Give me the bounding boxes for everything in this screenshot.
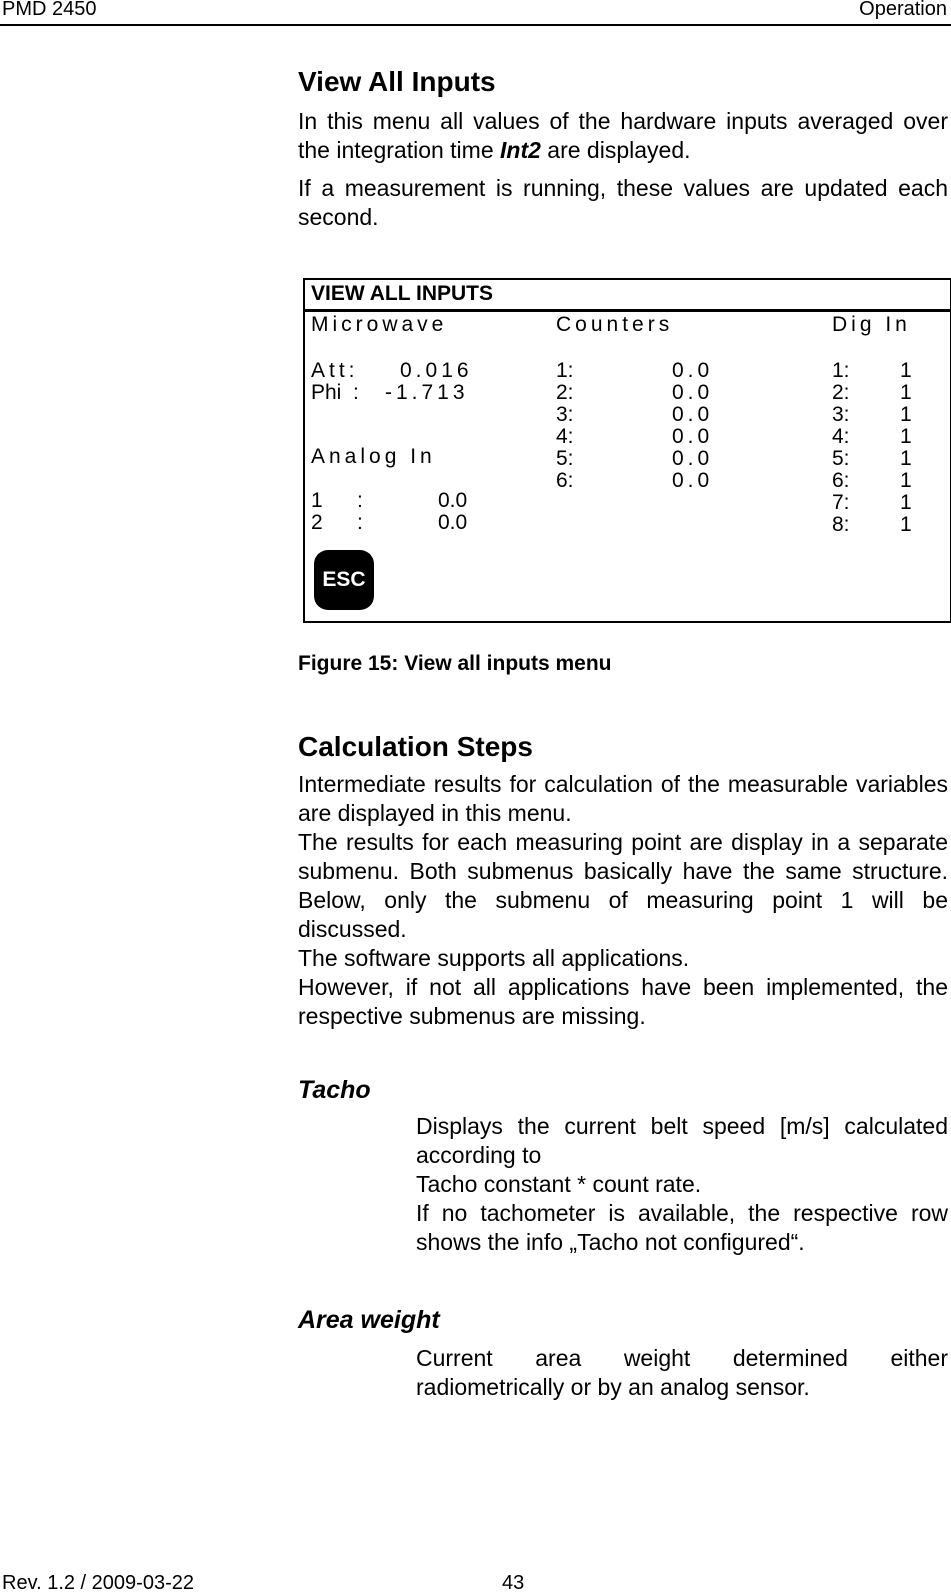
counter-value: 0.0 [672, 425, 714, 448]
digin-value: 1 [900, 447, 912, 470]
tacho-note: If no tachometer is available, the respective row shows the info „Tacho not configured“. [416, 1200, 948, 1255]
analog-heading: Analog In [311, 445, 436, 468]
paragraph-submenus: The results for each measuring point are display in a separate submenu. Both submenus basically have the same structure. Below, only the submenu of measuring point 1 will be discussed. [298, 829, 948, 942]
digin-heading: Dig In [832, 313, 911, 336]
analog-row-value: 0.0 [438, 489, 468, 512]
digin-value: 1 [900, 469, 912, 492]
counters-heading: Counters [556, 313, 674, 336]
microwave-heading: Microwave [311, 313, 448, 336]
paragraph-software: The software supports all applications. [298, 945, 690, 971]
tacho-description: Displays the current belt speed [m/s] calculated according to [416, 1113, 948, 1168]
digin-num: 8: [832, 513, 850, 536]
digin-num: 4: [832, 425, 850, 448]
header-chapter: Operation [859, 0, 947, 20]
tacho-formula: Tacho constant * count rate. [416, 1171, 702, 1197]
digin-value: 1 [900, 513, 912, 536]
counter-num: 4: [556, 425, 574, 448]
counter-num: 3: [556, 403, 574, 426]
counter-value: 0.0 [672, 359, 714, 382]
digin-num: 7: [832, 491, 850, 514]
counter-value: 0.0 [672, 469, 714, 492]
counter-num: 6: [556, 469, 574, 492]
counter-num: 5: [556, 447, 574, 470]
footer-revision: Rev. 1.2 / 2009-03-22 [2, 1572, 194, 1594]
counter-value: 0.0 [672, 403, 714, 426]
analog-row-sep: : [357, 489, 363, 512]
header-doc-id: PMD 2450 [2, 0, 97, 20]
digin-value: 1 [900, 425, 912, 448]
digin-num: 3: [832, 403, 850, 426]
digin-num: 6: [832, 469, 850, 492]
counter-num: 2: [556, 381, 574, 404]
view-all-inputs-screen [303, 278, 951, 623]
area-weight-title: Area weight [298, 1306, 440, 1334]
paragraph-intermediate: Intermediate results for calculation of the measurable variables are displayed in this menu. [298, 771, 948, 826]
screen-title: VIEW ALL INPUTS [311, 282, 494, 305]
digin-num: 2: [832, 381, 850, 404]
counter-value: 0.0 [672, 381, 714, 404]
analog-row-sep: : [357, 511, 363, 534]
digin-num: 1: [832, 359, 850, 382]
paragraph-missing: However, if not all applications have been implemented, the respective submenus are missing. [298, 974, 948, 1029]
figure-caption: Figure 15: View all inputs menu [298, 652, 612, 675]
counter-num: 1: [556, 359, 574, 382]
analog-row-value: 0.0 [438, 511, 468, 534]
digin-num: 5: [832, 447, 850, 470]
section-title-view-all-inputs: View All Inputs [298, 66, 496, 97]
term-int2: Int2 [500, 137, 541, 163]
analog-row-num: 2 [311, 511, 323, 534]
section-title-calculation-steps: Calculation Steps [298, 731, 533, 762]
paragraph-update: If a measurement is running, these values are updated each second. [298, 175, 948, 230]
att-label: Att: [311, 359, 359, 382]
analog-row-num: 1 [311, 489, 323, 512]
phi-value: -1.713 [385, 381, 469, 404]
phi-label: Phi : [311, 381, 359, 404]
paragraph-intro: In this menu all values of the hardware inputs averaged over the integration time Int2 are displayed. [298, 108, 948, 163]
digin-value: 1 [900, 403, 912, 426]
tacho-title: Tacho [298, 1076, 371, 1104]
screen-title-rule [305, 309, 950, 312]
counter-value: 0.0 [672, 447, 714, 470]
digin-value: 1 [900, 491, 912, 514]
header-rule [0, 24, 951, 26]
att-value: 0.016 [400, 359, 473, 382]
area-weight-description: Current area weight determined either radiometrically or by an analog sensor. [416, 1345, 948, 1400]
page-number: 43 [502, 1572, 525, 1594]
digin-value: 1 [900, 359, 912, 382]
esc-button[interactable]: ESC [314, 550, 374, 610]
digin-value: 1 [900, 381, 912, 404]
